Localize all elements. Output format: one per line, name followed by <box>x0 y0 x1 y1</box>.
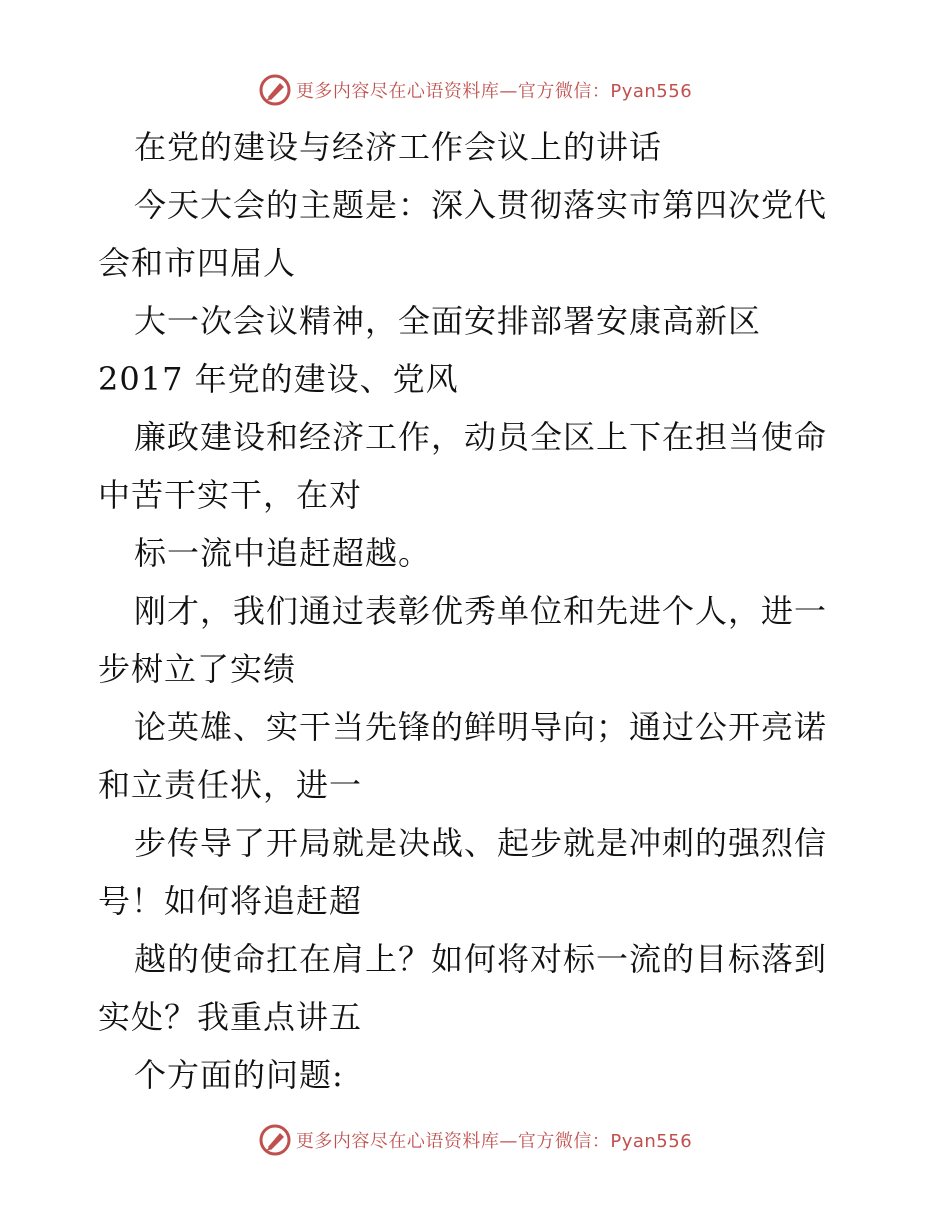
document-body <box>98 118 858 1104</box>
paragraph-line: 步树立了实绩 <box>98 650 297 688</box>
paragraph-line: 实处？我重点讲五 <box>98 998 363 1036</box>
pen-nib-logo-icon <box>258 1123 292 1157</box>
paragraph-line: 越的使命扛在肩上？如何将对标一流的目标落到 <box>134 940 828 978</box>
paragraph-line: 和立责任状，进一 <box>98 766 363 804</box>
paragraph-line: 2017 年党的建设、党风 <box>98 360 459 398</box>
footer-watermark-text: 更多内容尽在心语资料库—官方微信：Pyan556 <box>295 1131 693 1152</box>
paragraph-line: 论英雄、实干当先锋的鲜明导向；通过公开亮诺 <box>134 708 828 746</box>
paragraph-line: 大一次会议精神，全面安排部署安康高新区 <box>134 302 762 340</box>
paragraph-line: 步传导了开局就是决战、起步就是冲刺的强烈信 <box>134 824 828 862</box>
header-watermark-banner <box>0 70 950 110</box>
paragraph-line: 中苦干实干，在对 <box>98 476 363 514</box>
paragraph-line: 标一流中追赶超越。 <box>134 534 432 572</box>
header-watermark <box>258 73 692 107</box>
footer-watermark-banner <box>0 1120 950 1160</box>
pen-nib-logo-icon <box>258 73 292 107</box>
paragraph-line: 廉政建设和经济工作，动员全区上下在担当使命 <box>134 418 828 456</box>
paragraph-line: 个方面的问题: <box>134 1056 344 1094</box>
paragraph-line: 刚才，我们通过表彰优秀单位和先进个人，进一 <box>134 592 828 630</box>
header-watermark-text: 更多内容尽在心语资料库—官方微信：Pyan556 <box>295 81 693 102</box>
paragraph-line: 今天大会的主题是：深入贯彻落实市第四次党代 <box>134 186 828 224</box>
paragraph-line: 号！如何将追赶超 <box>98 882 363 920</box>
paragraph-line: 会和市四届人 <box>98 244 297 282</box>
paragraph-line: 在党的建设与经济工作会议上的讲话 <box>134 128 663 166</box>
footer-watermark <box>258 1123 692 1157</box>
